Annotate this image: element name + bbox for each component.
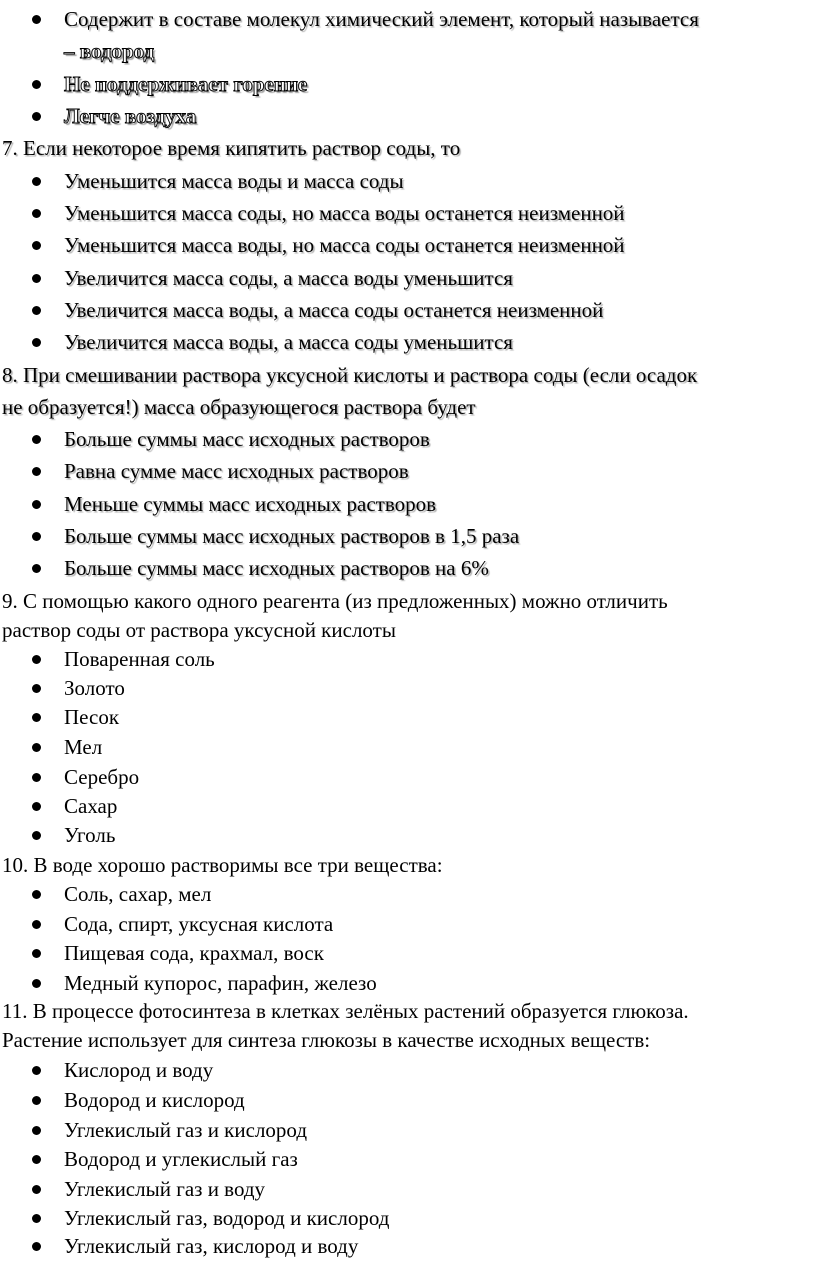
q9-option-4-text: Мел [64, 735, 103, 759]
bullet-icon [32, 1155, 41, 1164]
q8-option-5-text: Больше суммы масс исходных растворов на 6% [64, 556, 489, 580]
q11-option-7 [64, 1233, 358, 1263]
q11-option-1-text: Кислород и воду [64, 1058, 214, 1082]
bullet-icon [32, 684, 41, 693]
q11-option-6 [64, 1205, 389, 1235]
q11-option-2 [64, 1087, 245, 1117]
q9-option-5-text: Серебро [64, 765, 140, 789]
q8-question-line-2: не образуется!) масса образующегося раствора будет [2, 395, 476, 419]
q9-option-6 [64, 793, 117, 823]
q6-item-1-text: Содержит в составе молекул химический элемент, который называется [64, 7, 699, 31]
q8-option-3 [64, 491, 436, 521]
q11-option-5 [64, 1176, 265, 1206]
q6-item-2-text: Не поддерживает горение [64, 72, 308, 96]
bullet-icon [32, 1126, 41, 1135]
q7-option-5 [64, 297, 603, 327]
q9-option-3-text: Песок [64, 705, 120, 729]
q9-option-1 [64, 646, 215, 676]
bullet-icon [32, 177, 41, 186]
q8-question-line-1: 8. При смешивании раствора уксусной кислоты и раствора соды (если осадок [2, 363, 698, 387]
q6-item-1-continuation [64, 38, 154, 68]
q11-option-2-text: Водород и кислород [64, 1088, 245, 1112]
bullet-icon [32, 209, 41, 218]
q7-question: 7. Если некоторое время кипятить раствор соды, то [2, 136, 461, 160]
q11-option-4 [64, 1146, 298, 1176]
q9-option-2-text: Золото [64, 676, 125, 700]
q7-option-4-text: Увеличится масса соды, а масса воды уменьшится [64, 266, 513, 290]
q11-option-4-text: Водород и углекислый газ [64, 1147, 298, 1171]
q7-option-1-text: Уменьшится масса воды и масса соды [64, 169, 404, 193]
bullet-icon [32, 920, 41, 929]
bullet-icon [32, 112, 41, 121]
q7-option-4 [64, 265, 513, 295]
bullet-icon [32, 241, 41, 250]
q9-option-2 [64, 675, 125, 705]
q7-option-3-text: Уменьшится масса воды, но масса соды останется неизменной [64, 233, 625, 257]
q7-option-2-text: Уменьшится масса соды, но масса воды останется неизменной [64, 201, 625, 225]
q10-question: 10. В воде хорошо растворимы все три вещества: [2, 853, 443, 877]
q10-option-2-text: Сода, спирт, уксусная кислота [64, 912, 334, 936]
q7-option-1 [64, 168, 404, 198]
q8-option-4-text: Больше суммы масс исходных растворов в 1,5 раза [64, 524, 520, 548]
bullet-icon [32, 1242, 41, 1251]
q9-option-6-text: Сахар [64, 794, 118, 818]
bullet-icon [32, 1185, 41, 1194]
q9-option-7-text: Уголь [64, 823, 116, 847]
bullet-icon [32, 467, 41, 476]
q6-item-3 [64, 103, 196, 133]
q8-option-1 [64, 426, 430, 456]
bullet-icon [32, 743, 41, 752]
q7-option-3 [64, 232, 625, 262]
q11-option-1 [64, 1057, 213, 1087]
bullet-icon [32, 713, 41, 722]
bullet-icon [32, 15, 41, 24]
bullet-icon [32, 532, 41, 541]
bullet-icon [32, 500, 41, 509]
q8-option-4 [64, 523, 519, 553]
q6-item-1 [64, 6, 699, 36]
bullet-icon [32, 80, 41, 89]
q10-option-4-text: Медный купорос, парафин, железо [64, 971, 377, 995]
q9-question-line-1: 9. С помощью какого одного реагента (из предложенных) можно отличить [2, 589, 668, 613]
q8-option-5 [64, 555, 489, 585]
q11-option-5-text: Углекислый газ и воду [64, 1177, 266, 1201]
q7-option-5-text: Увеличится масса воды, а масса соды останется неизменной [64, 298, 604, 322]
bullet-icon [32, 773, 41, 782]
q8-option-2-text: Равна сумме масс исходных растворов [64, 459, 409, 483]
q10-option-1 [64, 881, 211, 911]
q7-option-6-text: Увеличится масса воды, а масса соды уменьшится [64, 330, 513, 354]
q10-option-2 [64, 911, 333, 941]
bullet-icon [32, 274, 41, 283]
bullet-icon [32, 1096, 41, 1105]
bullet-icon [32, 655, 41, 664]
q9-option-7 [64, 822, 115, 852]
q7-option-2 [64, 200, 625, 230]
q9-question-line-2: раствор соды от раствора уксусной кислоты [2, 618, 396, 642]
q7-option-6 [64, 329, 513, 359]
q10-option-3 [64, 940, 324, 970]
q8-option-3-text: Меньше суммы масс исходных растворов [64, 492, 437, 516]
bullet-icon [32, 306, 41, 315]
bullet-icon [32, 890, 41, 899]
q10-option-4 [64, 970, 377, 1000]
bullet-icon [32, 979, 41, 988]
bullet-icon [32, 831, 41, 840]
q11-question-line-1: 11. В процессе фотосинтеза в клетках зелёных растений образуется глюкоза. [2, 999, 689, 1023]
bullet-icon [32, 1066, 41, 1075]
q9-option-4 [64, 734, 102, 764]
q11-option-7-text: Углекислый газ, кислород и воду [64, 1234, 359, 1258]
q11-option-6-text: Углекислый газ, водород и кислород [64, 1206, 390, 1230]
q10-option-1-text: Соль, сахар, мел [64, 882, 212, 906]
q9-option-3 [64, 704, 119, 734]
q8-option-1-text: Больше суммы масс исходных растворов [64, 427, 430, 451]
bullet-icon [32, 949, 41, 958]
q9-option-1-text: Поваренная соль [64, 647, 215, 671]
bullet-icon [32, 564, 41, 573]
q9-option-5 [64, 764, 139, 794]
q6-item-1-continuation-text: – водород [64, 39, 155, 63]
q6-item-2 [64, 71, 307, 101]
q11-option-3 [64, 1117, 307, 1147]
bullet-icon [32, 802, 41, 811]
bullet-icon [32, 1214, 41, 1223]
q6-item-3-text: Легче воздуха [64, 104, 197, 128]
q11-question-line-2: Растение использует для синтеза глюкозы в качестве исходных веществ: [2, 1028, 651, 1052]
q8-option-2 [64, 458, 409, 488]
q10-option-3-text: Пищевая сода, крахмал, воск [64, 941, 324, 965]
bullet-icon [32, 338, 41, 347]
q11-option-3-text: Углекислый газ и кислород [64, 1118, 307, 1142]
bullet-icon [32, 435, 41, 444]
